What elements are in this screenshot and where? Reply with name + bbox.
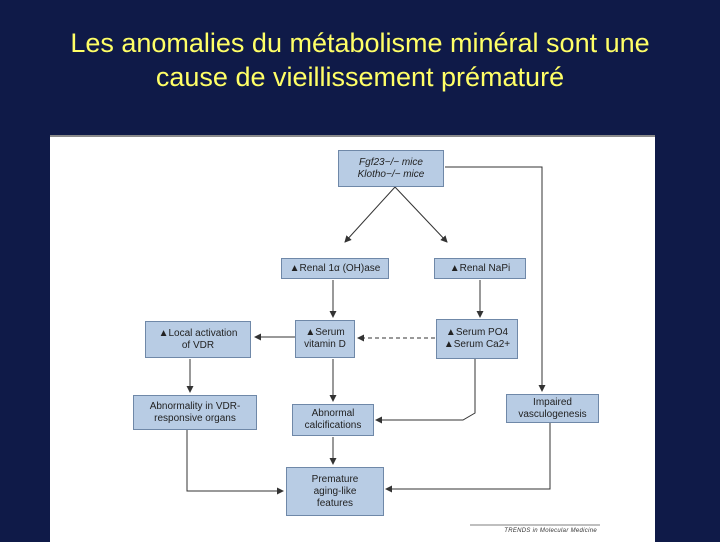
node-aging-line3: features xyxy=(316,497,354,509)
arrow-abnormality-to-aging xyxy=(187,430,283,491)
node-serum-vitd-line2: vitamin D xyxy=(304,339,346,350)
node-local-vdr-line2: of VDR xyxy=(181,339,215,351)
arrow-mice-to-hydroxylase xyxy=(345,187,395,242)
node-knockout-mice xyxy=(338,150,444,187)
node-vdr-abnormality-line1: Abnormality in VDR- xyxy=(149,400,241,412)
node-local-vdr xyxy=(145,321,251,358)
node-calcifications-line2: calcifications xyxy=(304,420,362,431)
node-vdr-abnormality-line2: responsive organs xyxy=(154,412,236,424)
node-abnormal-calcifications xyxy=(292,404,374,436)
title-line-2: cause de vieillissement prématuré xyxy=(155,62,565,92)
node-serum-vitamin-d xyxy=(295,320,355,358)
node-serum-vitd-line1: ▲Serum xyxy=(305,327,345,338)
node-renal-hydroxylase xyxy=(281,258,389,279)
node-aging-line1: Premature xyxy=(311,473,359,485)
arrow-mice-to-napi xyxy=(395,187,447,242)
title-line-1: Les anomalies du métabolisme minéral sont une xyxy=(70,28,650,58)
node-serum-minerals xyxy=(436,319,518,359)
arrow-minerals-to-calcifications xyxy=(376,359,475,420)
node-impaired-vasculogenesis xyxy=(506,394,599,423)
node-renal-napi-label: ▲Renal NaPi xyxy=(449,262,511,274)
node-mice-line2: Klotho−/− mice xyxy=(357,168,425,180)
figure-source: TRENDS in Molecular Medicine xyxy=(504,528,597,534)
arrow-vasculogenesis-to-aging xyxy=(386,423,550,489)
node-mice-line1: Fgf23−/− mice xyxy=(359,156,423,168)
node-vdr-abnormality xyxy=(133,395,257,430)
node-serum-minerals-line2: ▲Serum Ca2+ xyxy=(443,339,511,350)
node-aging-line2: aging-like xyxy=(313,485,357,497)
node-premature-aging xyxy=(286,467,384,516)
node-renal-hydroxylase-label: ▲Renal 1α (OH)ase xyxy=(289,262,381,274)
pathway-figure xyxy=(50,135,655,542)
node-local-vdr-line1: ▲Local activation xyxy=(158,327,238,339)
node-vasculogenesis-line2: vasculogenesis xyxy=(518,408,587,420)
node-serum-minerals-line1: ▲Serum PO4 xyxy=(445,327,509,338)
node-renal-napi xyxy=(434,258,526,279)
slide-title xyxy=(0,26,720,94)
node-vasculogenesis-line1: Impaired xyxy=(533,396,572,408)
node-calcifications-line1: Abnormal xyxy=(311,408,355,419)
